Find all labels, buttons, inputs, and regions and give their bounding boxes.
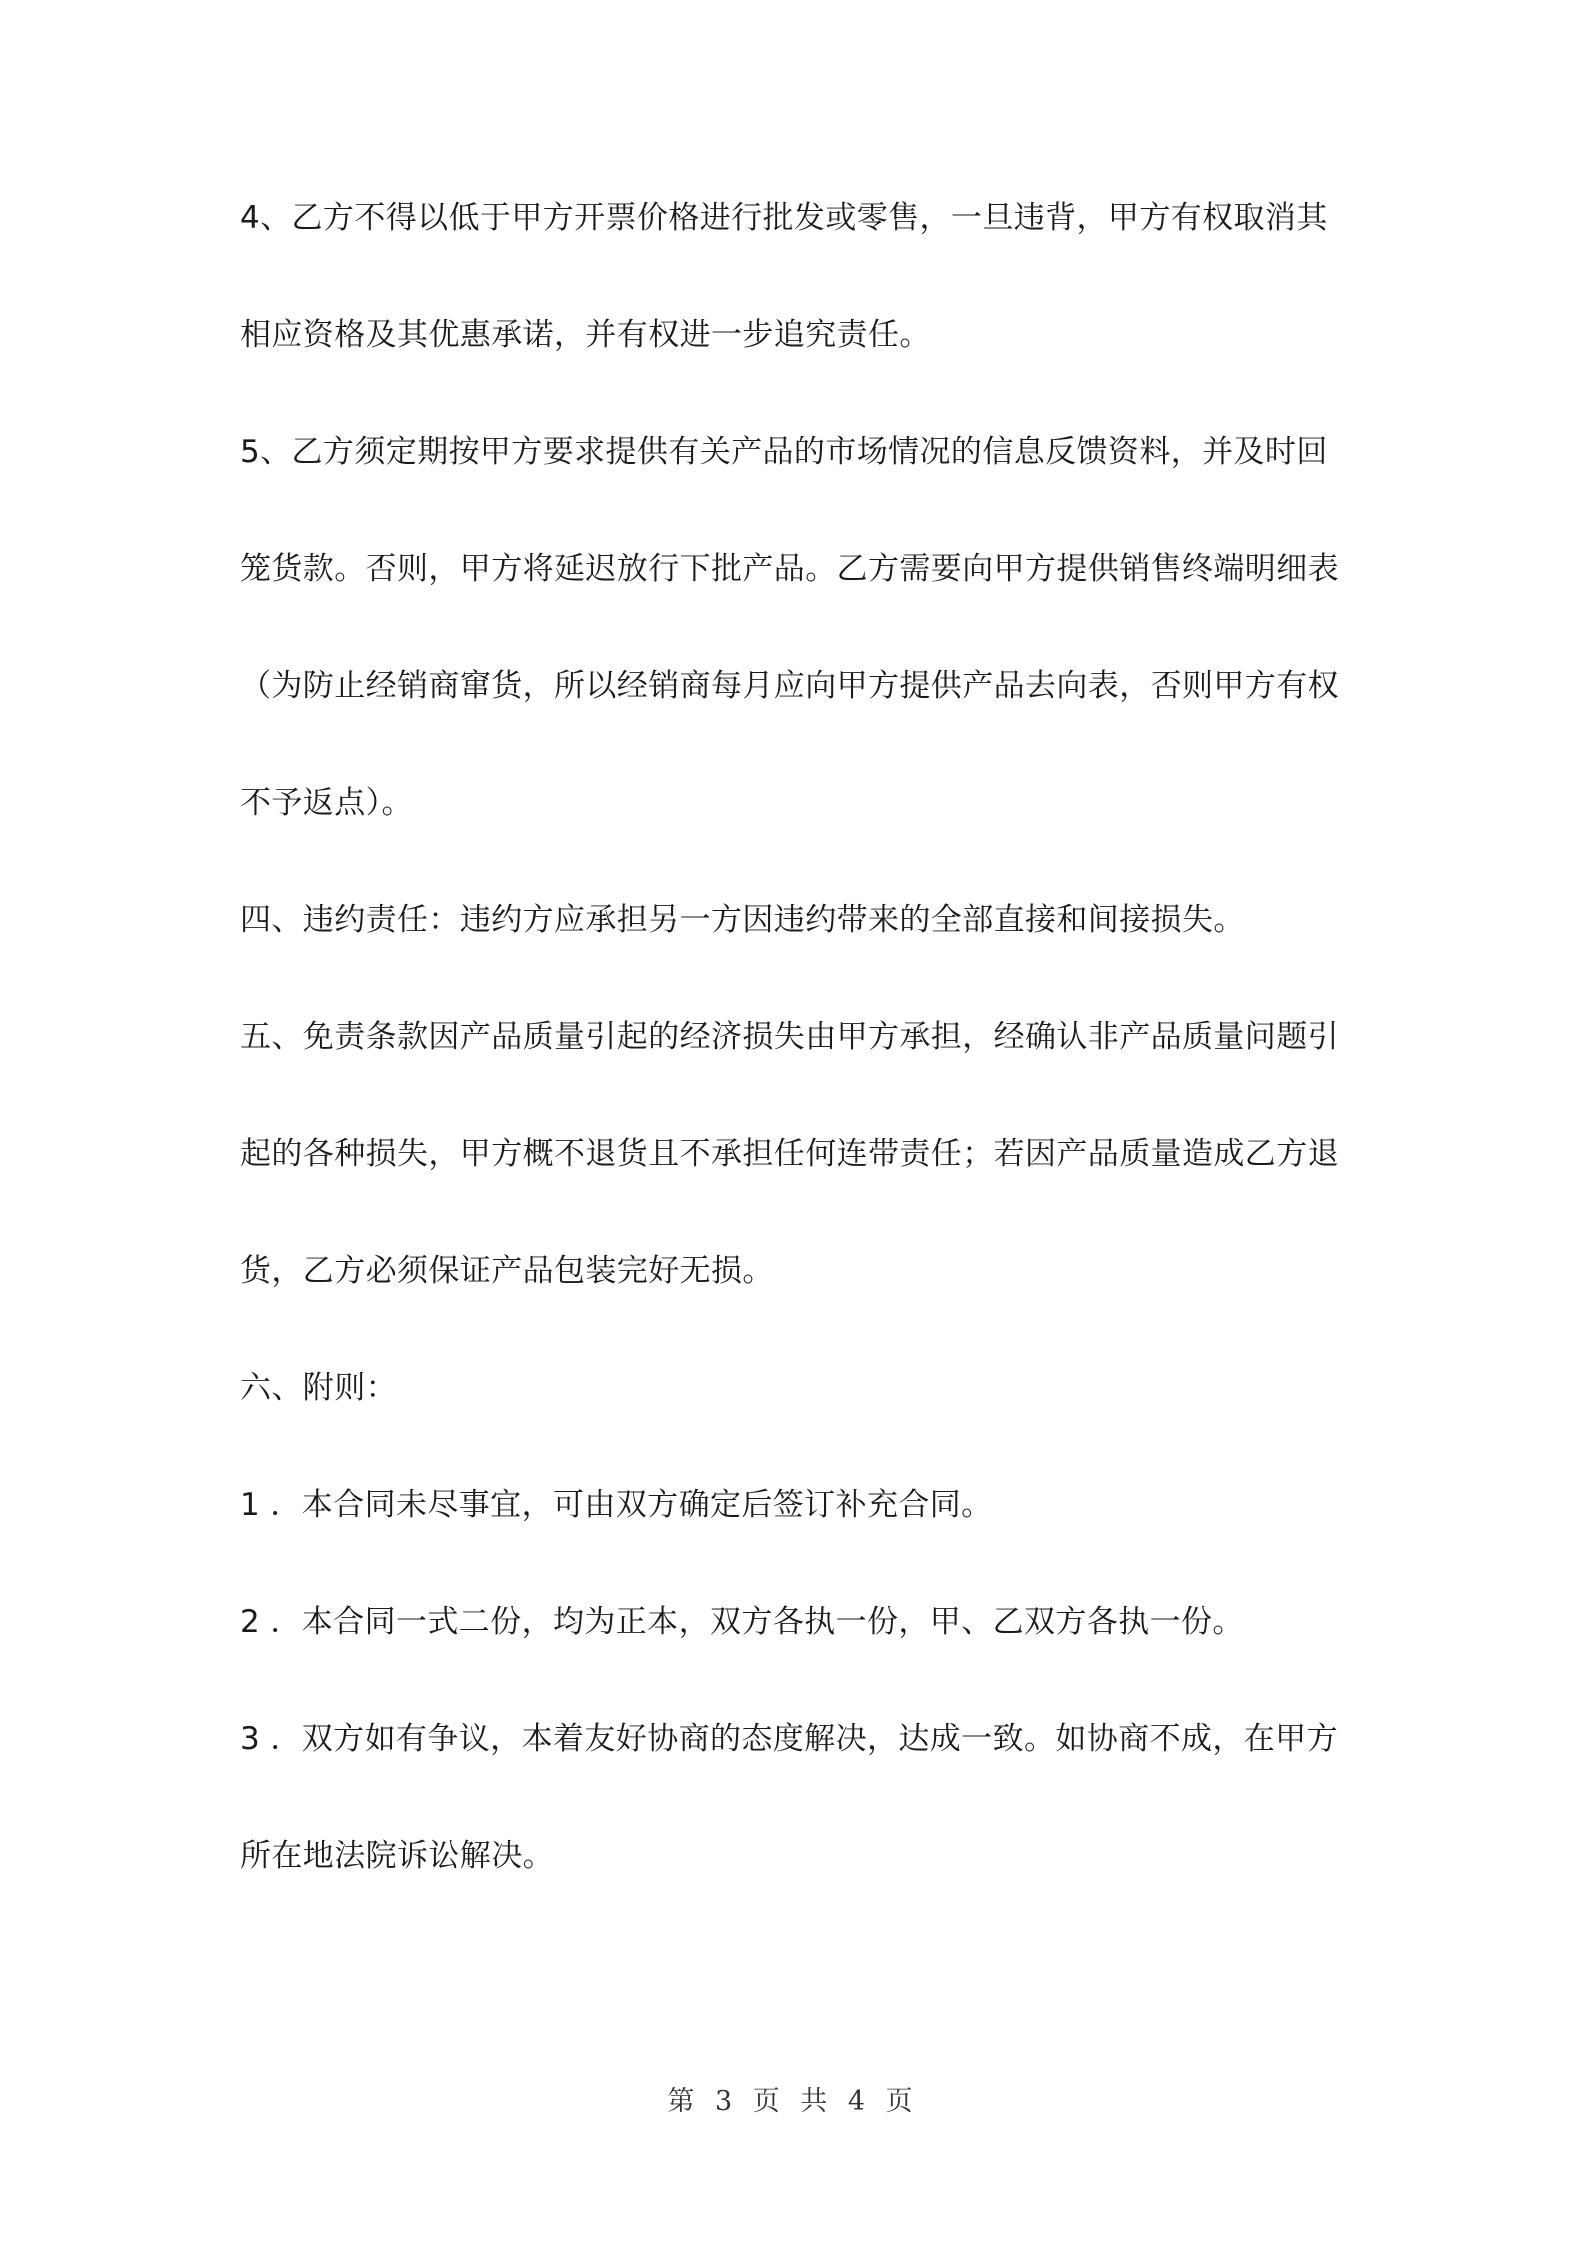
paragraph-5-line-2: 笼货款。否则，甲方将延迟放行下批产品。乙方需要向甲方提供销售终端明细表 [240, 551, 1339, 587]
paragraph-5-line-3: （为防止经销商窜货，所以经销商每月应向甲方提供产品去向表，否则甲方有权 [240, 668, 1339, 704]
paragraph-4-line-1: 4、乙方不得以低于甲方开票价格进行批发或零售，一旦违背，甲方有权取消其 [240, 200, 1328, 236]
section-5-line-2: 起的各种损失，甲方概不退货且不承担任何连带责任；若因产品质量造成乙方退 [240, 1136, 1339, 1172]
section-5-line-3: 货，乙方必须保证产品包装完好无损。 [240, 1253, 774, 1289]
clause-3-line-1: 3 ．双方如有争议，本着友好协商的态度解决，达成一致。如协商不成，在甲方 [240, 1721, 1338, 1757]
page-number-footer: 第 3 页 共 4 页 [667, 2086, 919, 2117]
paragraph-4-line-2: 相应资格及其优惠承诺，并有权进一步追究责任。 [240, 317, 931, 353]
section-5-line-1: 五、免责条款因产品质量引起的经济损失由甲方承担，经确认非产品质量问题引 [240, 1019, 1339, 1055]
clause-2: 2 ．本合同一式二份，均为正本，双方各执一份，甲、乙双方各执一份。 [240, 1604, 1244, 1640]
paragraph-5-line-1: 5、乙方须定期按甲方要求提供有关产品的市场情况的信息反馈资料，并及时回 [240, 434, 1328, 470]
section-6-heading: 六、附则： [240, 1370, 397, 1406]
clause-1: 1 ．本合同未尽事宜，可由双方确定后签订补充合同。 [240, 1487, 993, 1523]
paragraph-5-line-4: 不予返点）。 [240, 785, 413, 821]
clause-3-line-2: 所在地法院诉讼解决。 [240, 1838, 554, 1874]
section-4-breach-liability: 四、违约责任：违约方应承担另一方因违约带来的全部直接和间接损失。 [240, 902, 1245, 938]
